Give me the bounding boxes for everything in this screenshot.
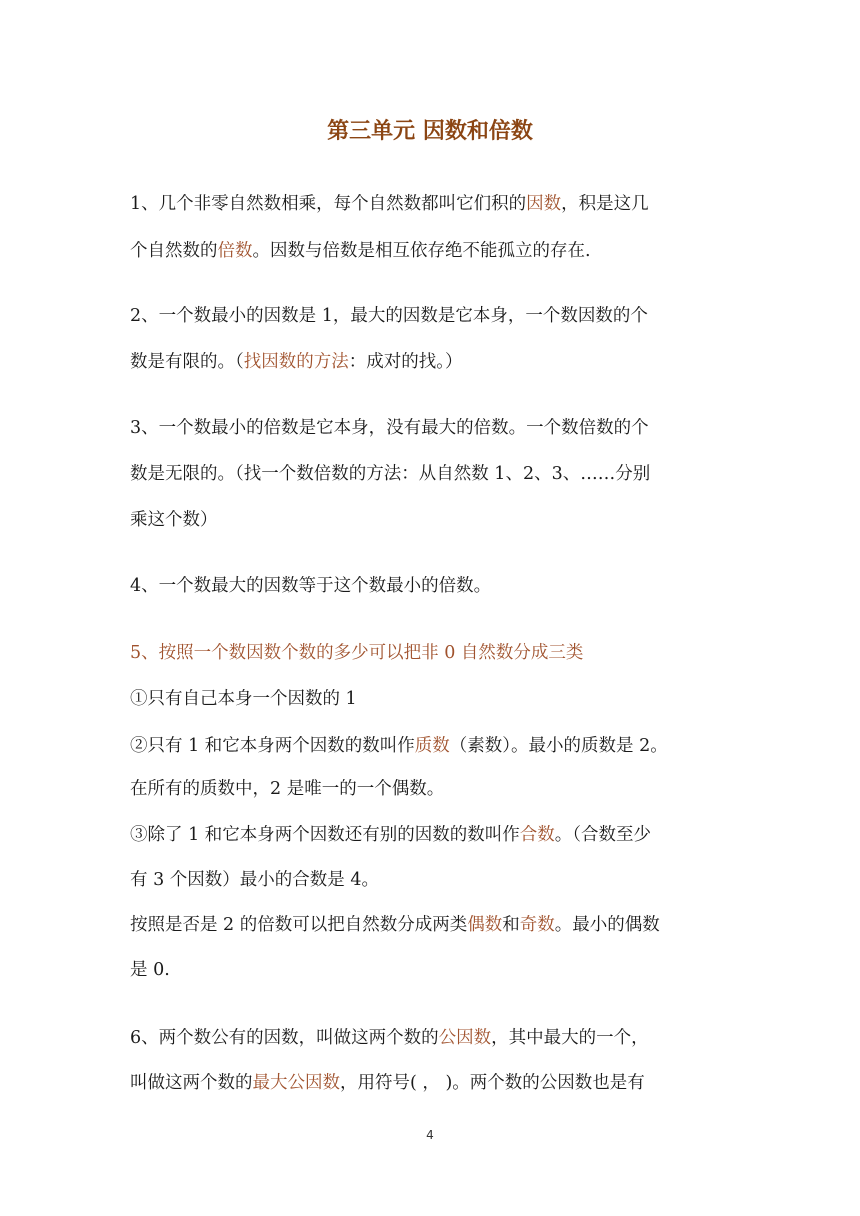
text-segment: 在所有的质数中，2 是唯一的一个偶数。 xyxy=(130,779,445,799)
text-segment: ①只有自己本身一个因数的 1 xyxy=(130,689,357,709)
highlighted-term: 质数 xyxy=(414,736,450,756)
text-segment: （素数）。最小的质数是 2。 xyxy=(449,736,668,756)
text-segment: ：成对的找。） xyxy=(348,352,463,372)
text-line xyxy=(130,774,740,804)
text-line xyxy=(130,955,740,985)
text-segment: 1、几个非零自然数相乘，每个自然数都叫它们积的 xyxy=(130,194,527,214)
text-line xyxy=(130,571,740,601)
text-segment: 数是无限的。（找一个数倍数的方法：从自然数 1、2、3、……分别 xyxy=(130,464,651,484)
text-segment: 4、一个数最大的因数等于这个数最小的倍数。 xyxy=(130,576,492,596)
text-segment: 。最小的偶数 xyxy=(554,915,660,935)
highlighted-term: 找因数的方法 xyxy=(243,352,349,372)
text-segment: ，其中最大的一个， xyxy=(491,1028,649,1048)
highlighted-term: 5、按照一个数因数个数的多少可以把非 0 自然数分成三类 xyxy=(130,643,584,663)
text-segment: 叫做这两个数的 xyxy=(130,1073,253,1093)
text-segment: 有 3 个因数）最小的合数是 4。 xyxy=(130,870,379,890)
highlighted-term: 奇数 xyxy=(519,915,555,935)
text-line xyxy=(130,638,740,668)
text-segment: 2、一个数最小的因数是 1，最大的因数是它本身，一个数因数的个 xyxy=(130,306,648,326)
text-line xyxy=(130,684,740,714)
text-line xyxy=(130,820,740,850)
text-segment: 3、一个数最小的倍数是它本身，没有最大的倍数。一个数倍数的个 xyxy=(130,418,649,438)
text-segment: ，积是这几 xyxy=(561,194,649,214)
text-segment: 6、两个数公有的因数，叫做这两个数的 xyxy=(130,1028,439,1048)
text-segment: ②只有 1 和它本身两个因数的数叫作 xyxy=(130,736,415,756)
page-number: 4 xyxy=(426,1128,434,1142)
text-segment: ③除了 1 和它本身两个因数还有别的因数的数叫作 xyxy=(130,825,520,845)
text-line xyxy=(130,731,740,761)
text-line xyxy=(130,505,740,535)
highlighted-term: 倍数 xyxy=(217,241,253,261)
page-title: 第三单元 因数和倍数 xyxy=(327,119,533,144)
highlighted-term: 公因数 xyxy=(438,1028,492,1048)
text-line xyxy=(130,236,740,266)
text-segment: 和 xyxy=(502,915,520,935)
highlighted-term: 最大公因数 xyxy=(252,1073,340,1093)
text-line xyxy=(130,459,740,489)
highlighted-term: 偶数 xyxy=(467,915,503,935)
highlighted-term: 合数 xyxy=(519,825,555,845)
text-segment: ，用符号( ， )。两个数的公因数也是有 xyxy=(340,1073,645,1093)
text-segment: 按照是否是 2 的倍数可以把自然数分成两类 xyxy=(130,915,468,935)
text-segment: 数是有限的。（ xyxy=(130,352,244,372)
text-segment: 。（合数至少 xyxy=(554,825,652,845)
text-line xyxy=(130,413,740,443)
text-segment: 个自然数的 xyxy=(130,241,218,261)
text-line xyxy=(130,1068,740,1098)
text-segment: 乘这个数） xyxy=(130,510,218,530)
text-line xyxy=(130,347,740,377)
text-line xyxy=(130,1023,740,1053)
text-segment: 是 0. xyxy=(130,960,170,980)
text-line xyxy=(130,910,740,940)
text-segment: 。因数与倍数是相互依存绝不能孤立的存在. xyxy=(252,241,591,261)
text-line xyxy=(130,301,740,331)
highlighted-term: 因数 xyxy=(526,194,562,214)
text-line xyxy=(130,865,740,895)
text-line xyxy=(130,189,740,219)
